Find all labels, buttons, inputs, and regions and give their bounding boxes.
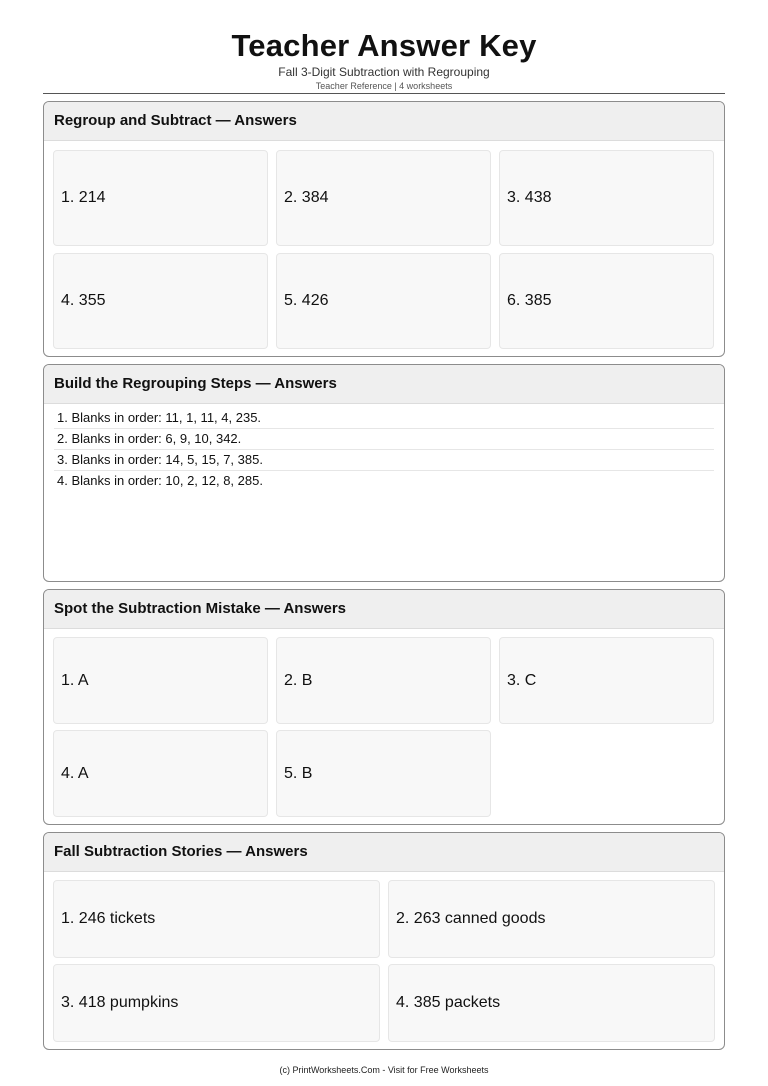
answer-text: 5. 426: [284, 292, 329, 309]
list-item: 2. Blanks in order: 6, 9, 10, 342.: [54, 429, 714, 450]
answer-text: 4. A: [61, 764, 89, 782]
answer-card: [276, 637, 491, 724]
answer-card: [499, 637, 714, 724]
answer-card: [53, 964, 380, 1042]
page-subtitle: Fall 3-Digit Subtraction with Regrouping: [278, 65, 490, 79]
section-title: Spot the Subtraction Mistake — Answers: [44, 590, 724, 629]
answer-text: 3. 438: [507, 189, 552, 206]
answer-list: [44, 404, 724, 491]
page-title: Teacher Answer Key: [231, 28, 537, 63]
answer-card: [53, 150, 268, 246]
answer-text: 1. 246 tickets: [61, 910, 156, 927]
answer-card: [499, 150, 714, 246]
answer-text: 3. 418 pumpkins: [61, 994, 179, 1011]
answer-text: 4. 385 packets: [396, 994, 501, 1011]
answer-text: 2. 263 canned goods: [396, 910, 546, 927]
list-item: 1. Blanks in order: 11, 1, 11, 4, 235.: [54, 408, 714, 429]
page-footer: (c) PrintWorksheets.Com - Visit for Free Worksheets: [279, 1065, 489, 1075]
section-regroup-subtract: [43, 101, 725, 357]
answer-card: [276, 253, 491, 349]
page-meta: Teacher Reference | 4 worksheets: [315, 81, 453, 91]
answer-card: [276, 730, 491, 817]
answer-text: 4. 355: [61, 292, 106, 309]
answer-card: [53, 880, 380, 958]
section-regrouping-steps: [43, 364, 725, 582]
answer-card: [499, 253, 714, 349]
answer-card: [53, 253, 268, 349]
answer-text: 2. B: [284, 671, 313, 689]
answer-text: 2. 384: [284, 189, 329, 206]
header-divider: [43, 93, 725, 94]
answer-text: 1. A: [61, 671, 89, 689]
list-item: 3. Blanks in order: 14, 5, 15, 7, 385.: [54, 450, 714, 471]
answer-text: 1. 214: [61, 189, 106, 206]
section-title: Fall Subtraction Stories — Answers: [44, 833, 724, 872]
section-spot-mistake: [43, 589, 725, 825]
answer-card: [388, 964, 715, 1042]
section-subtraction-stories: [43, 832, 725, 1050]
page-header: [0, 26, 768, 92]
section-title: Regroup and Subtract — Answers: [44, 102, 724, 141]
answer-text: 5. B: [284, 764, 313, 782]
answer-card: [53, 637, 268, 724]
section-title: Build the Regrouping Steps — Answers: [44, 365, 724, 404]
answer-card: [388, 880, 715, 958]
answer-text: 6. 385: [507, 292, 552, 309]
answer-text: 3. C: [507, 671, 537, 689]
answer-card: [276, 150, 491, 246]
list-item: 4. Blanks in order: 10, 2, 12, 8, 285.: [57, 473, 263, 488]
answer-card: [53, 730, 268, 817]
